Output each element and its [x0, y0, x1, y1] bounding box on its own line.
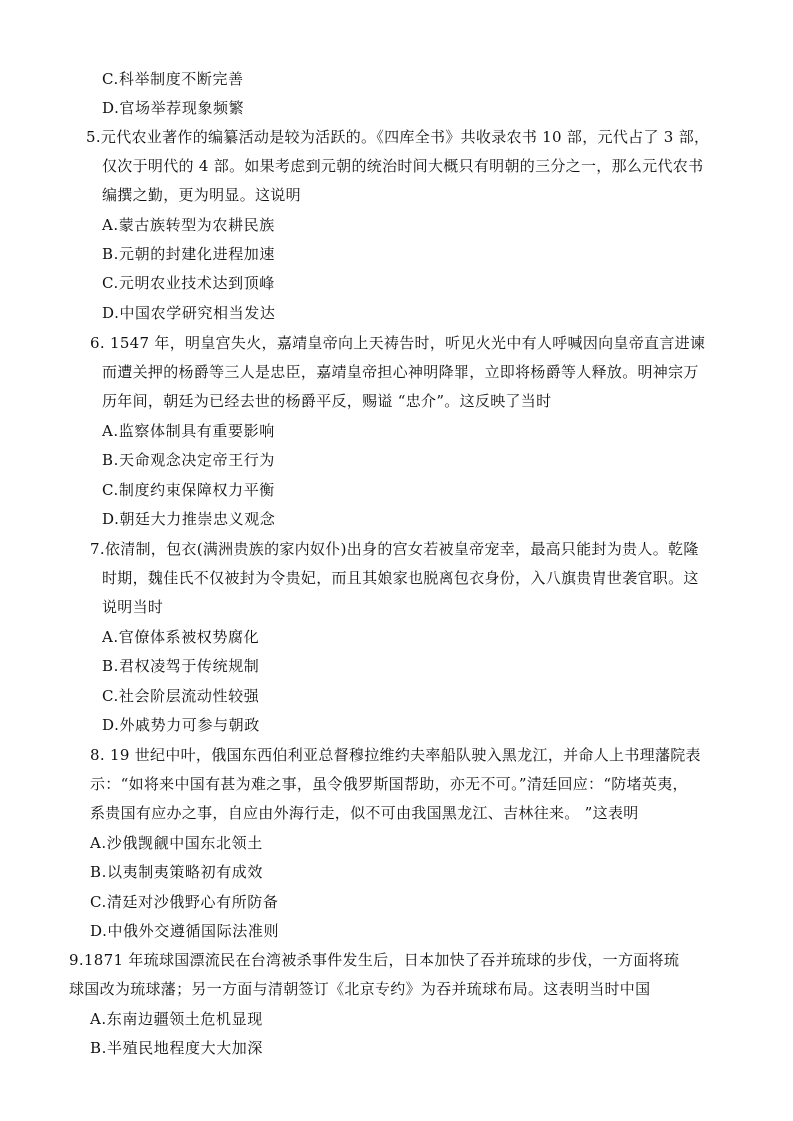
q9-option-b: B.半殖民地程度大大加深 [90, 1039, 263, 1057]
q6-option-c: C.制度约束保障权力平衡 [102, 481, 275, 499]
q8-stem-line: 示：“如将来中国有甚为难之事，虽令俄罗斯国帮助，亦无不可。”清廷回应：“防堵英夷， [90, 775, 688, 793]
q8-option-c: C.清廷对沙俄野心有所防备 [90, 893, 279, 911]
q7-stem-line: 时期，魏佳氏不仅被封为令贵妃，而且其娘家也脱离包衣身份，入八旗贵胄世袭官职。这 [102, 569, 699, 587]
q6-stem-line: 6. 1547 年，明皇宫失火，嘉靖皇帝向上天祷告时，听见火光中有人呼喊因向皇帝直言进谏 [90, 334, 706, 352]
q5-stem-line: 仅次于明代的 4 部。如果考虑到元朝的统治时间大概只有明朝的三分之一，那么元代农书 [102, 157, 704, 175]
q8-stem-line: 8. 19 世纪中叶，俄国东西伯利亚总督穆拉维约夫率船队驶入黑龙江，并命人上书理藩院表 [90, 746, 701, 764]
q7-option-d: D.外戚势力可参与朝政 [102, 716, 260, 734]
option-d-prev: D.官场举荐现象频繁 [102, 99, 245, 117]
q9-option-a: A.东南边疆领土危机显现 [90, 1010, 263, 1028]
q5-option-c: C.元明农业技术达到顶峰 [102, 274, 275, 292]
q6-stem-line: 而遭关押的杨爵等三人是忠臣，嘉靖皇帝担心神明降罪，立即将杨爵等人释放。明神宗万 [102, 363, 699, 381]
q5-stem-line: 5.元代农业著作的编纂活动是较为活跃的。《四库全书》共收录农书 10 部，元代占了 3 部， [86, 128, 710, 146]
q5-option-d: D.中国农学研究相当发达 [102, 304, 276, 322]
q7-stem-line: 说明当时 [102, 598, 164, 616]
q9-stem-line: 球国改为琉球藩；另一方面与清朝签订《北京专约》为吞并琉球布局。这表明当时中国 [69, 980, 651, 998]
q7-option-a: A.官僚体系被权势腐化 [102, 628, 260, 646]
q8-option-a: A.沙俄觊觎中国东北领土 [90, 834, 263, 852]
q8-stem-line: 系贵国有应办之事，自应由外海行走，似不可由我国黑龙江、吉林往来。 ”这表明 [90, 804, 639, 822]
q7-stem-line: 7.依清制，包衣(满洲贵族的家内奴仆)出身的宫女若被皇帝宠幸，最高只能封为贵人。乾隆 [90, 540, 699, 558]
q6-stem-line: 历年间，朝廷为已经去世的杨爵平反，赐谥 “忠介”。这反映了当时 [102, 392, 552, 410]
q6-option-b: B.天命观念决定帝王行为 [102, 451, 275, 469]
q5-option-a: A.蒙古族转型为农耕民族 [102, 216, 275, 234]
q7-option-c: C.社会阶层流动性较强 [102, 687, 260, 705]
q8-option-b: B.以夷制夷策略初有成效 [90, 863, 263, 881]
option-c-prev: C.科举制度不断完善 [102, 70, 244, 88]
q8-option-d: D.中俄外交遵循国际法准则 [90, 922, 280, 940]
q9-stem-line: 9.1871 年琉球国漂流民在台湾被杀事件发生后，日本加快了吞并琉球的步伐，一方面将琉 [69, 951, 680, 969]
q5-stem-line: 编撰之勤，更为明显。这说明 [102, 186, 301, 204]
q6-option-d: D.朝廷大力推崇忠义观念 [102, 510, 276, 528]
q7-option-b: B.君权凌驾于传统规制 [102, 657, 260, 675]
q5-option-b: B.元朝的封建化进程加速 [102, 245, 275, 263]
q6-option-a: A.监察体制具有重要影响 [102, 422, 275, 440]
